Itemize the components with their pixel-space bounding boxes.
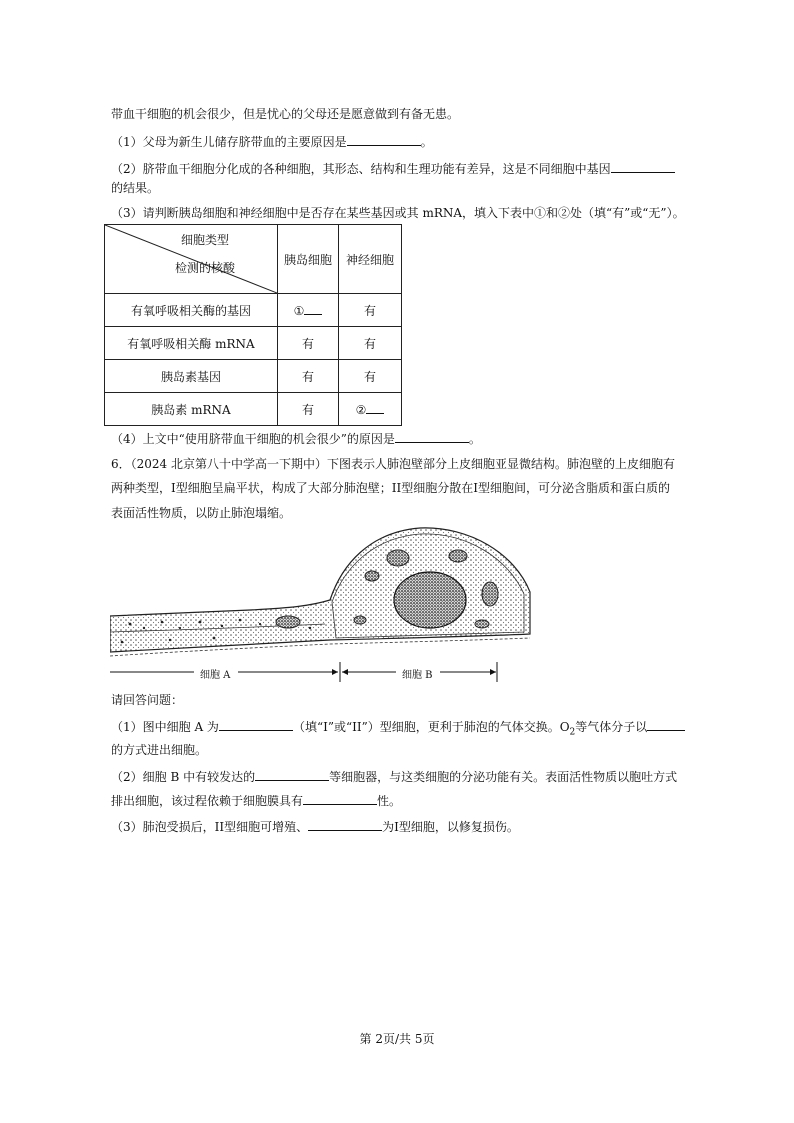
circled-1: ① <box>293 304 305 318</box>
row-label: 有氧呼吸相关酶 mRNA <box>105 327 278 360</box>
period: 。 <box>468 432 481 446</box>
answer-blank[interactable] <box>304 302 322 315</box>
q1-text: （1）父母为新生儿储存脐带血的主要原因是 <box>111 135 347 149</box>
subscript-2: 2 <box>569 727 576 738</box>
cell-a-label: 细胞 A <box>200 670 231 681</box>
s2b-text-1: 排出细胞，该过程依赖于细胞膜具有 <box>111 794 304 808</box>
header-nucleic-acid: 检测的核酸 <box>175 261 236 275</box>
answer-blank[interactable] <box>347 133 421 146</box>
header-cell-type: 细胞类型 <box>181 233 230 247</box>
row-cell: 有 <box>339 360 402 393</box>
alveolar-cell-figure <box>110 524 540 687</box>
question-3: （3）请判断胰岛细胞和神经细胞中是否存在某些基因或其 mRNA，填入下表中①和②处（填“有”或“无”）。 <box>111 206 685 220</box>
row-cell: 有 <box>278 393 339 426</box>
table-row <box>105 294 402 327</box>
question-4 <box>111 430 481 447</box>
answer-blank[interactable] <box>647 718 685 731</box>
row-cell: 有 <box>339 327 402 360</box>
period: 。 <box>420 135 433 149</box>
question-6c: 表面活性物质，以防止肺泡塌缩。 <box>111 506 292 520</box>
answer-blank[interactable] <box>255 768 329 781</box>
row-cell <box>339 393 402 426</box>
row-label: 胰岛素基因 <box>105 360 278 393</box>
sub-question-2b <box>111 792 401 809</box>
table-row <box>105 393 402 426</box>
text-line-1: 带血干细胞的机会很少，但是忧心的父母还是愿意做到有备无患。 <box>111 107 460 121</box>
question-1 <box>111 133 433 150</box>
answer-blank[interactable] <box>611 160 675 173</box>
s2b-text-2: 性。 <box>377 794 402 808</box>
answer-blank[interactable] <box>395 430 469 443</box>
question-6b: 两种类型，I型细胞呈扁平状，构成了大部分肺泡壁；II型细胞分散在I型细胞间，可分泌含脂质和蛋白质的 <box>111 481 670 495</box>
answer-blank[interactable] <box>366 401 384 414</box>
row-cell <box>278 294 339 327</box>
question-6a: 6．（2024 北京第八十中学高一下期中）下图表示人肺泡壁部分上皮细胞亚显微结构。肺泡壁的上皮细胞有 <box>111 457 675 471</box>
row-cell: 有 <box>278 327 339 360</box>
page-footer: 第 2页/共 5页 <box>359 1032 435 1046</box>
table-header-diagonal <box>105 225 278 294</box>
col-header-islet: 胰岛细胞 <box>278 225 339 294</box>
question-2b: 的结果。 <box>111 181 160 195</box>
q4-text: （4）上文中“使用脐带血干细胞的机会很少”的原因是 <box>111 432 395 446</box>
table-row <box>105 327 402 360</box>
s1-text-2: （填“I”或“II”）型细胞，更利于肺泡的气体交换。O <box>292 720 570 734</box>
q2-text: （2）脐带血干细胞分化成的各种细胞，其形态、结构和生理功能有差异，这是不同细胞中基因 <box>111 162 611 176</box>
ask-line: 请回答问题： <box>111 693 184 707</box>
s1-text-1: （1）图中细胞 A 为 <box>111 720 219 734</box>
table-row <box>105 360 402 393</box>
answer-blank[interactable] <box>219 718 293 731</box>
sub-question-1a <box>111 718 685 740</box>
sub-question-2a <box>111 768 677 785</box>
col-header-nerve: 神经细胞 <box>339 225 402 294</box>
s3-text-2: 为I型细胞，以修复损伤。 <box>382 820 519 834</box>
alveolar-epithelium-icon <box>110 524 540 684</box>
sub-question-3 <box>111 818 519 835</box>
cell-b-label: 细胞 B <box>402 670 433 681</box>
nucleic-acid-table <box>104 224 402 426</box>
answer-blank[interactable] <box>303 792 377 805</box>
s1-text-3: 等气体分子以 <box>575 720 648 734</box>
s2-text-2: 等细胞器，与这类细胞的分泌功能有关。表面活性物质以胞吐方式 <box>329 770 678 784</box>
row-label: 胰岛素 mRNA <box>105 393 278 426</box>
circled-2: ② <box>355 403 367 417</box>
s3-text-1: （3）肺泡受损后，II型细胞可增殖、 <box>111 820 309 834</box>
sub-question-1b: 的方式进出细胞。 <box>111 743 208 757</box>
row-cell: 有 <box>339 294 402 327</box>
row-cell: 有 <box>278 360 339 393</box>
question-2a <box>111 160 675 177</box>
row-label: 有氧呼吸相关酶的基因 <box>105 294 278 327</box>
answer-blank[interactable] <box>308 818 382 831</box>
s2-text-1: （2）细胞 B 中有较发达的 <box>111 770 256 784</box>
